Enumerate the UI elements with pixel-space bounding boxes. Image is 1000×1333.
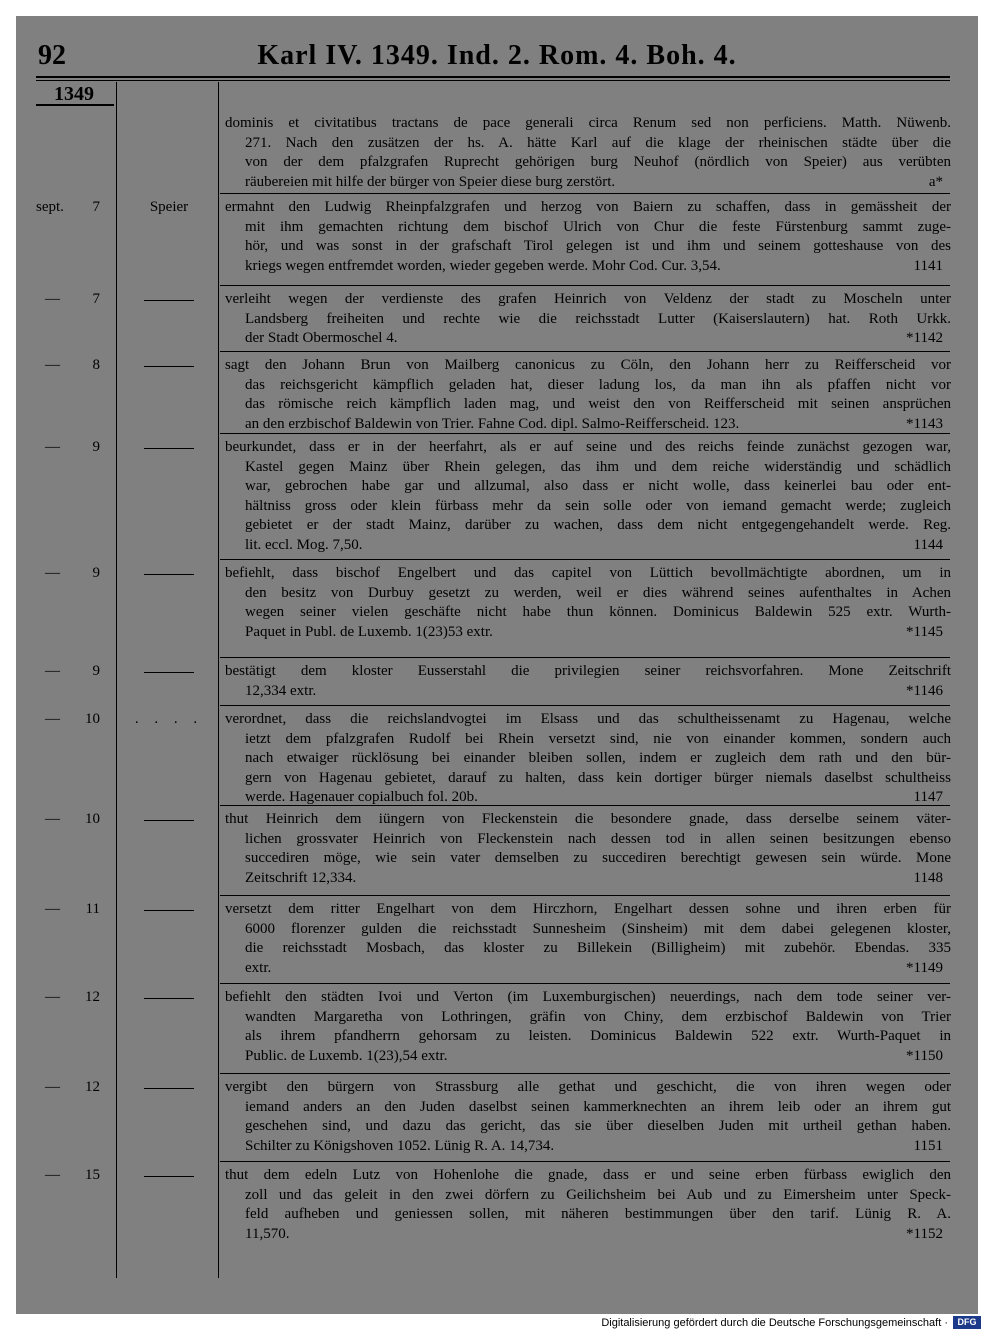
entry-separator	[220, 285, 950, 286]
ditto-dash: —	[45, 1079, 60, 1095]
entry-text-line: 11,570.	[245, 1225, 290, 1242]
entry-day: 10	[85, 811, 100, 827]
entry-text-line: ermahnt den Ludwig Rheinpfalzgrafen und herzog von Baiern zu schaffen, dass in gemässheit der	[225, 199, 951, 215]
ditto-dash: —	[45, 811, 60, 827]
entry-separator	[220, 895, 950, 896]
entry-separator	[220, 193, 950, 194]
entry-text	[225, 810, 951, 888]
column-divider-date	[116, 82, 117, 1278]
ditto-place-line	[144, 672, 194, 673]
entry-text-line: gern von Hagenau gebietet, darauf zu halten, dass kein dortiger bürger niemals daselbst schultheiss	[245, 769, 951, 786]
entry-day: 9	[92, 439, 100, 455]
ditto-place-line	[144, 1088, 194, 1089]
entry-text-line: befiehlt, dass bischof Engelbert und das capitel von Lüttich bevollmächtigte abordnen, um in	[225, 565, 951, 581]
entry-text-line: gebietet er der stadt Mainz, darüber zu wachen, dass dem nicht entgegengehandelt werde. Reg.	[245, 517, 951, 534]
entry-text-line: war, gebrochen habe gar und allzumal, also dass er nicht wolle, dass keinerlei bau oder ent-	[245, 478, 951, 495]
entry-text-line: Landsberg freiheiten und rechte wie die reichsstadt Lutter (Kaiserslautern) hat. Roth Urkk.	[245, 310, 951, 327]
entry-day: 8	[92, 357, 100, 373]
entry-text-line: an den erzbischof Baldewin von Trier. Fahne Cod. dipl. Salmo-Reifferscheid. 123.	[245, 415, 740, 432]
entry-text-line: lit. eccl. Mog. 7,50.	[245, 536, 363, 553]
entry-text-line: versetzt dem ritter Engelhart von dem Hirczhorn, Engelhart dessen sohne und ihren erben für	[225, 901, 951, 917]
entry-text-line-last	[225, 173, 951, 193]
ditto-place-line	[144, 448, 194, 449]
entry-text-line-last	[225, 959, 951, 979]
entry-text	[225, 114, 951, 192]
entry-text-line: thut dem edeln Lutz von Hohenlohe die gnade, dass er und seine erben fürbass ewiglich den	[225, 1167, 951, 1183]
entry-text-line: wandten Margaretha von Lothringen, gräfin von Chiny, dem erzbischof Baldewin von Trier	[245, 1008, 951, 1025]
entry-text-line-last	[225, 329, 951, 349]
entry-number: 1141	[913, 257, 943, 274]
entry-text-line: lichen grossvater Heinrich von Fleckenstein nach dessen tod in allen seinen besitzungen ebenso	[245, 830, 951, 847]
scanned-page	[16, 16, 978, 1314]
year-label: 1349	[54, 83, 94, 105]
entry-text-line: feld aufheben und geniessen sollen, mit näheren bestimmungen über den tarif. Lünig R. A.	[245, 1206, 951, 1223]
entry-text-line: Public. de Luxemb. 1(23),54 extr.	[245, 1047, 448, 1064]
entry-text-line: verleiht wegen der verdienste des grafen Heinrich von Veldenz der stadt zu Moscheln unter	[225, 291, 951, 307]
entry-day: 12	[85, 989, 100, 1005]
entry-text-line: geschehen sind, und dazu das gericht, das sie über dieselben Juden mit urtheil gethan haben.	[245, 1118, 951, 1135]
entry-text-line-last	[225, 1137, 951, 1157]
ditto-dash: —	[45, 1167, 60, 1183]
entry-text-line: thut Heinrich dem iüngern von Fleckenstein die besondere gnade, dass derselbe seinem väter-	[225, 811, 951, 827]
entry-number: *1142	[906, 330, 943, 347]
entry-day: 12	[85, 1079, 100, 1095]
entry-text-line: das reichsgericht kämpflich geladen hat, dieser ladung los, da man ihn als pfaffen nicht vor	[245, 376, 951, 393]
entry-text	[225, 1166, 951, 1244]
entry-text-line-last	[225, 415, 951, 435]
ditto-dash: —	[45, 291, 60, 307]
header-rule	[36, 76, 950, 78]
entry-text	[225, 564, 951, 642]
entry-text-line-last	[225, 1047, 951, 1067]
entry-text-line: hältniss gross oder klein fürbass mehr da sein solle oder von iemand gemacht werde; zugleich	[245, 497, 951, 514]
entry-text-line: bestätigt dem kloster Eusserstahl die privilegien seiner reichsvorfahren. Mone Zeitschrift	[225, 663, 951, 679]
entry-number: *1143	[906, 415, 943, 432]
ditto-place-line	[144, 820, 194, 821]
entry-text-line-last	[225, 682, 951, 702]
entry-text-line: ietzt dem pfalzgrafen Rudolf bei Rhein versetzt sind, nie von einander kommen, sondern auch	[245, 730, 951, 747]
entry-number: 1147	[913, 789, 943, 806]
entry-text-line: Schilter zu Königshoven 1052. Lünig R. A. 14,734.	[245, 1137, 555, 1154]
entry-text-line-last	[225, 257, 951, 277]
ditto-place-line	[144, 998, 194, 999]
ditto-place-line	[144, 1176, 194, 1177]
entry-number: *1152	[906, 1225, 943, 1242]
entry-text-line: beurkundet, dass er in der heerfahrt, als er auf seine und des reichs feinde zunächst gezogen war,	[225, 439, 951, 455]
ditto-dash: —	[45, 901, 60, 917]
entry-text-line: mit ihm gemachten richtung dem bischof Ulrich von Chur die feste Fürstenburg sammt zuge-	[245, 218, 951, 235]
entry-text-line: verordnet, dass die reichslandvogtei im Elsass und das schultheissenamt zu Hagenau, welche	[225, 711, 951, 727]
entry-number: 1148	[913, 869, 943, 886]
entry-text	[225, 438, 951, 556]
entry-text-line: nach etwaiger rücklösung bei einander bleiben sollen, indem er zugleich dem rath und den bür-	[245, 750, 951, 767]
entry-text-line-last	[225, 536, 951, 556]
entry-day: 9	[92, 565, 100, 581]
entry-text-line: 12,334 extr.	[245, 682, 317, 699]
entry-separator	[220, 433, 950, 434]
entry-separator	[220, 1073, 950, 1074]
page-number: 92	[38, 40, 66, 71]
entry-day: 7	[92, 291, 100, 307]
ditto-place-line	[144, 300, 194, 301]
entry-separator	[220, 559, 950, 560]
ditto-dash: —	[45, 989, 60, 1005]
entry-text-line: befiehlt den städten Ivoi und Verton (im Luxemburgischen) neuerdings, nach dem tode seiner ver-	[225, 989, 951, 1005]
entry-text-line: Paquet in Publ. de Luxemb. 1(23)53 extr.	[245, 623, 493, 640]
entry-text	[225, 662, 951, 701]
ditto-place-line	[144, 366, 194, 367]
entry-place-dots: . . . .	[134, 711, 204, 727]
ditto-dash: —	[45, 711, 60, 727]
entry-text-line: 6000 florenzer gulden die reichsstadt Sunnesheim (Sinsheim) mit dem dabei gelegenen kloster,	[245, 920, 951, 937]
entry-text-line: kriegs wegen entfremdet worden, wieder gegeben werde. Mohr Cod. Cur. 3,54.	[245, 257, 721, 274]
entry-day: 9	[92, 663, 100, 679]
entry-place: Speier	[149, 199, 189, 215]
entry-text-line: räubereien mit hilfe der bürger von Speier diese burg zerstört.	[245, 173, 616, 190]
entry-text-line: iemand anders an den Juden daselbst seinen kammerknechten an ihrem leib oder an ihrem gut	[245, 1098, 951, 1115]
entry-separator	[220, 351, 950, 352]
ditto-dash: —	[45, 357, 60, 373]
entry-text	[225, 988, 951, 1066]
entry-separator	[220, 657, 950, 658]
entry-number: *1149	[906, 959, 943, 976]
entry-text-line: succediren möge, wie sein vater demselben zu succediren berechtigt gewesen sein würde. Mone	[245, 850, 951, 867]
entry-number: a*	[928, 173, 943, 190]
entry-text-line: die reichsstadt Mosbach, das kloster zu Billekein (Billigheim) mit zubehör. Ebendas. 335	[245, 940, 951, 957]
ditto-dash: —	[45, 663, 60, 679]
entry-text-line: sagt den Johann Brun von Mailberg canonicus zu Cöln, den Johann herr zu Reifferscheid vor	[225, 357, 951, 373]
entry-text-line: dominis et civitatibus tractans de pace generali circa Renum sed non perficiens. Matth. Nüwenb.	[225, 115, 951, 131]
entry-separator	[220, 805, 950, 806]
entry-text	[225, 1078, 951, 1156]
entry-day: 11	[85, 901, 100, 917]
entry-text	[225, 900, 951, 978]
entry-text-line: Zeitschrift 12,334.	[245, 869, 357, 886]
header-rule-thin	[36, 80, 950, 81]
running-title: Karl IV. 1349. Ind. 2. Rom. 4. Boh. 4.	[257, 40, 737, 71]
entry-text-line: zoll und das geleit in den zwei dörfern zu Geilichsheim bei Aub und zu Eimersheim unter Speck-	[245, 1186, 951, 1203]
ditto-place-line	[144, 574, 194, 575]
entry-text-line: von der dem pfalzgrafen Ruprecht gehörigen burg Neuhof (nördlich von Speier) aus verübten	[245, 154, 951, 171]
entry-number: 1151	[913, 1137, 943, 1154]
entry-text-line-last	[225, 869, 951, 889]
entry-text-line: werde. Hagenauer copialbuch fol. 20b.	[245, 789, 478, 806]
entry-text-line: hör, und was sonst in der grafschaft Tirol gelegen ist und ihm und seinem gotteshause von des	[245, 238, 951, 255]
entry-day: 15	[85, 1167, 100, 1183]
dfg-logo: DFG	[953, 1316, 981, 1329]
entry-text-line: wegen seiner vielen geschäfte nicht habe thun können. Dominicus Baldewin 525 extr. Wurth-	[245, 604, 951, 621]
entry-text-line: den besitz von Durbuy gesetzt zu werden, weil er dies während seines aufenthaltes in Achen	[245, 584, 951, 601]
ditto-place-line	[144, 910, 194, 911]
entry-text-line: Kastel gegen Mainz über Rhein gelegen, das ihm und dem reiche widerständig und schädlich	[245, 458, 951, 475]
entry-number: *1145	[906, 623, 943, 640]
entry-text-line-last	[225, 1225, 951, 1245]
entry-text-line: 271. Nach den zusätzen der hs. A. hätte Karl auf die klage der rheinischen städte über die	[245, 134, 951, 151]
entry-text	[225, 198, 951, 276]
entry-month: sept.	[36, 199, 64, 215]
entry-text-line: das römische reich kämpflich laden mag, und weist den von Reifferscheid mit seinen ansprüchen	[245, 396, 951, 413]
entry-separator	[220, 705, 950, 706]
entry-text-line: vergibt den bürgern von Strassburg alle gethat und geschicht, die von ihren wegen oder	[225, 1079, 951, 1095]
entry-text	[225, 290, 951, 349]
entry-day: 10	[85, 711, 100, 727]
entry-text-line: als ihrem pfandherrn gehorsam zu leisten. Dominicus Baldewin 522 extr. Wurth-Paquet in	[245, 1028, 951, 1045]
column-divider-place	[218, 82, 219, 1278]
entry-number: *1150	[906, 1047, 943, 1064]
entry-day: 7	[92, 199, 100, 215]
entry-text-line-last	[225, 623, 951, 643]
entry-number: 1144	[913, 536, 943, 553]
ditto-dash: —	[45, 565, 60, 581]
entry-separator	[220, 983, 950, 984]
ditto-dash: —	[45, 439, 60, 455]
entry-text	[225, 356, 951, 434]
entry-separator	[220, 1161, 950, 1162]
entry-number: *1146	[906, 682, 943, 699]
entry-text-line: extr.	[245, 959, 272, 976]
footer-credit: Digitalisierung gefördert durch die Deutsche Forschungsgemeinschaft ·	[601, 1317, 948, 1329]
entry-text-line: der Stadt Obermoschel 4.	[245, 330, 398, 347]
entry-text	[225, 710, 951, 808]
